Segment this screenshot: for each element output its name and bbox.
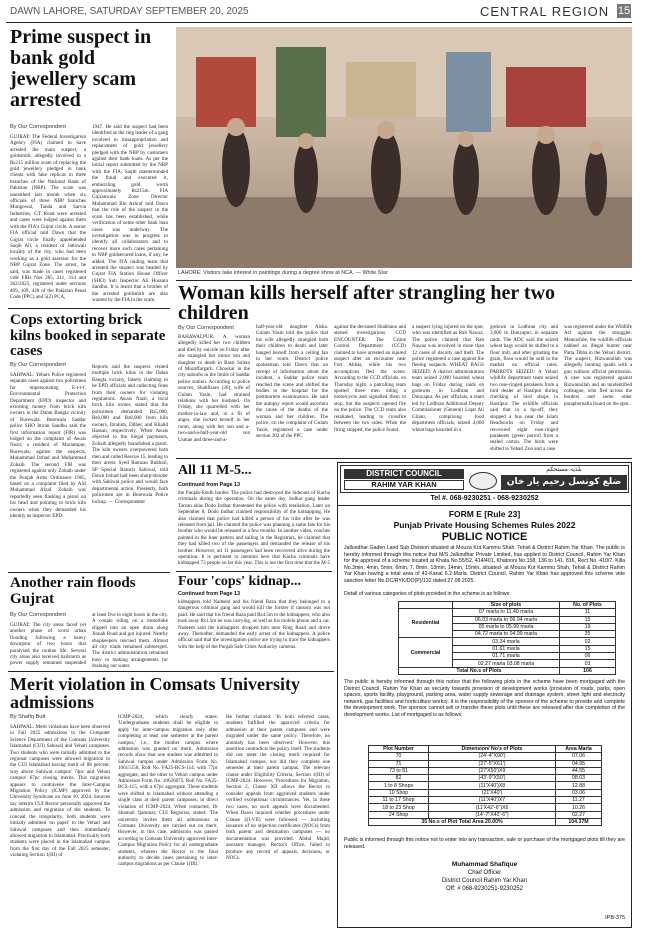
divider <box>176 280 632 281</box>
table-cell: 06.03 marla to 06.94 marla <box>453 616 560 623</box>
notice-title: PUBLIC NOTICE <box>441 531 528 543</box>
table2-total-value: 104.37M <box>556 818 602 825</box>
story6-headline: Four 'cops' kidnap... <box>178 574 302 589</box>
notice-signatory: Muhammad Shafique <box>451 861 518 868</box>
table-cell: 07.06 <box>556 753 602 760</box>
notice-office-phone: Off: # 068-9230251-9230252 <box>446 886 523 892</box>
table-cell: 05 marla to 05.99 marla <box>453 623 560 630</box>
table-cell: (43'-9"X50') <box>429 775 556 782</box>
public-notice-ad <box>337 462 632 928</box>
table-cell: 01.71 marla <box>453 653 560 660</box>
table2-header: Dimension/ No's of Plots <box>429 746 556 753</box>
table-cell: 70 <box>369 753 429 760</box>
notice-office: District Council Rahim Yar Khan <box>441 878 528 884</box>
table-cell: 02 <box>560 638 616 645</box>
story4-col2: half-year-old daughter Aisha. Gulam Yasin told the police that his wife allegedly strangled both their children to death and later hanged herself from a ceiling fan in her room. District police spokesman told Dawn that on receipt of information about the incident, a Saddar police team reached the scene and shifted the bodies to the hospital for the postmortem examination. He said the autopsy report would ascertain the cause of the deaths of the woman and her children. The police, on the complaint of Gulam Yasin, registered a case under section 302 of the PPC <box>256 324 328 439</box>
table-cell: 04.72 marla to 04.99 marla <box>453 631 560 638</box>
notice-para2: The public is hereby informed through this notice that the following plots in the scheme have been mortgaged with the District Council, Rahim Yar Khan as security towards provision of development works (provision of roads, parks, open spaces, sports facility, playground, parking area, water supply sewerage and drainage system, street light and electricity network, gas facilities and horticulture works). It is the responsibility of the sponsor of the scheme to provide and complete the development work. The sponsor cannot sell or transfer these plots until these are released after due completion of the development works. List of mortgaged is as follows: <box>344 679 625 718</box>
page-number: 15 <box>617 5 631 17</box>
story1-byline: By Our Correspondent <box>10 124 66 130</box>
section-title: CENTRAL REGION <box>480 4 610 19</box>
story7-col2: ICMP-2024, which clearly states: 'Undergraduate students shall be eligible to apply for inter-campus migration only after completing at least one semester at the parent campus,' i.e., the mother campus where admission was granted on merit. Admission records show that one student was admitted to Sahiwal campus under Admission Form No. 10615158, Roll No. FA25-BCS-114, with 77pc aggregate, and the other to Vehari campus under Admission Form No. 10626675, Roll No. FA25-BCS-115, with a 67pc aggregate. These students were shifted to Islamabad without attending a single class at their parent campuses, in direct violation of ICMP-2024. When contacted, Dr Shamail Qammar, CUI Registrar, stated: 'The university invites them all admissions at Comsats University are carried out on merit. However, in this case, admission was passed according to Comsats University approved Inter-Campus Migration Policy for all undergraduate students, wherein the Rector is the final authority to decide cases pertaining to inter-campus migrations as per Clause 1(III).' <box>118 714 218 868</box>
table1-header <box>399 602 453 609</box>
table-cell: 11 to 17 Shop <box>369 797 429 804</box>
story4-headline: Woman kills herself after strangling her two children <box>178 282 556 324</box>
table-cell: 19 <box>560 623 616 630</box>
story5-continued: Continued from Page 13 <box>178 482 241 488</box>
gallery-photo <box>176 27 632 268</box>
notice-form: FORM E [Rule 23] <box>448 509 521 519</box>
story5-headline: All 11 M-5... <box>178 463 252 478</box>
story4-col5: godown in Lodhran city and 3,000 in Dunyapur, in separate raids. The ADC said the seized wheat bags would be shifted to a flour mill, and after grinding the grain, flour would be sold in the market on official rates. PARROTS SEIZED: A Yebari wildlife department team seized two rose-ringed parakeets from a bird dealer at Hasilpur during checking of bird shops in Hasilpur. The wildlife officials said that in a tip-off, they stopped a bus near the Islam Headworks on Friday and recovered eight rose-ringed parakeets (green parrot) from a sealed carton. The birds were shifted to Yebari Zoo and a case <box>490 324 558 452</box>
story2-headline: Cops extorting brick kilns booked in separate cases <box>10 312 166 359</box>
urdu-top: بلدیہ مستحکم <box>546 466 582 473</box>
story7-col3: He further claimed: 'In both referred cases, students fulfilled the approved criteria for admission at their parent campuses and were migrated under the same policy. Therefore, no anomaly has been observed.' However, this assertion contradicts the policy itself. The students did not meet the closing merit required for Islamabad campus, nor did they complete one semester at their parent campus. The relevant clause under Eligibility Criteria, Section 1(III) of ICMP-2024. However, 'Procedures for Migration, Section 2, Clause XII allows the Rector to consider appeals from aggrieved students under verified exceptional circumstances. Yet, in these two cases, no such appeals were documented. When Dawn inquired whether procedures under Clause 2(I-VII) were followed — including issuance of no objection certificates (NOCs) from both parent and destination campuses — no documentation was provided. Abdul Majid, assistant manager, Rector's Office, failed to produce any record of appeals, decisions, or NOCs. <box>226 714 330 861</box>
table-cell: 03.24 marla <box>453 638 560 645</box>
story1-col2: 1947. He said the suspect had been identified as the ring leader of a gang involved in misappropriation and replacement of gold jewellery pledged with the NBP by customers against their bank loans. As per the initial report submitted by the NBP with the FIA, Saqib masterminded the fraud and executed it, embezzling gold worth approximately Rs215m. FIA Gujranwala Zone Director Muhammad Bin Ashraf told Dawn that the role of the suspect in the scam has been established, while verification of some other bank loan cases was underway. The investigation was in progress to identify all collaborators and to recover more such cases pertaining to NBP goldsecured loans, if any, he added. The FIA raiding team that arrested the suspect was headed by Gujrat FIA Station House Officer (SHO) Sub Inspector Ali Hussain Sandhu. It is learnt that a brother of the arrested goldsmith are also wanted by the FIA in the scam. <box>92 124 168 303</box>
story4-col4: a suspect lying injured on the spot, who was identified as Rab Nawaz. The police claimed that Rab Nawaz was involved in more than 12 cases of dacoity and theft. The police registered a case against the fleeing suspects. WHEAT BAGS SEIZED: A district administration team seized 2,000 hoarded wheat bags on Friday during raids on godowns in Lodhran and Dunyapur. As per officials, a team led by Lodhran Additional Deputy Commissioner (General) Liqat Ali Gilani, comprising food department officials, seized 4,000 wheat bags hoarded in a <box>412 324 484 433</box>
table-cell: 82 <box>369 775 429 782</box>
table-cell: 15 <box>560 616 616 623</box>
table-cell: 11 <box>560 609 616 616</box>
story7-byline: By Shafiq Butt <box>10 714 46 720</box>
emblem-icon <box>469 472 497 490</box>
table-cell: 02.27 <box>556 811 602 818</box>
notice-designation: Chief Officer <box>467 870 502 876</box>
story3-col1: GUJRAT: The city areas faced yet another phase of worst urban flooding following a heavy downpour of two hours that paralysed the routine life. Several city areas also received hailstorm as power supply remained suspended <box>10 622 86 666</box>
story3-col2: at least five to eight hours in the city. A couple riding on a motorbike slipped into an open drain along Jinnah Road and got injured. Nearby shopkeepers rescued them. Almost all city roads remained submerged. The district administration remained busy in making arrangements for draining out water. <box>92 612 168 668</box>
story4-col6: was registered under the Wildlife Act against the smuggler. Meanwhile, the wildlife officials nabbed an illegal hunter near Patta Tibba in the Yebari district. The suspect, Rizwanullah was allegedly hunting quails with a gun without official permission. A case was registered against Rizwanullah and an unidentified colleague, who fled across the borders and some other paraphernalia found on the spot. <box>564 324 632 407</box>
story2-col2: Reports said the suspects visited multiple brick kilns in the Dalan Bangla vicinity, falsely claiming to be EPD officials and collecting fines from their owners for violating regulations. Awais Nazir, a local brick kiln owner, stated that the policemen demanded Rs5,000, Rs6,000 and Rs8,000 from kiln owners, Ibrahim, Dilber, and Khalid Hassan, respectively. When Awais objected to the illegal payments, Zohaib allegedly brandished a pistol. The kiln owners overpowered both men and called Rescue 15, leading to their arrest. Syed Ramzan Bukhari, SP Special Branch Sahiwal, told Dawn Irshad had been sharp-shooter with Sahiwal police and would face departmental action. Presently, both policemen are in Burewala Police lockup. — Correspondent <box>92 364 168 505</box>
table-cell: 08.03 <box>556 775 602 782</box>
table-cell: 01.61 marla <box>453 645 560 652</box>
story6-continued: Continued from Page 13 <box>178 591 241 597</box>
story7-col1: SAHIWAL: Merit violations have been observed in Fall 2025 admissions to the Computer Science Department of the Comsats University Islamabad (CUI) Sahiwal and Vehari campuses. Two students who were initially admitted to the regional campuses were allowed migration to the CUI Islamabad having merit of 88 percent, way above Sahiwal campus' 74pc and Vehari campus' 67pc closing merits. This migration appears to contravene the Inter-Campus Migration Policy (ICMP) approved by the University Syndicate on June 10, 2024. Sources say interim CUI Rector personally approved the admission and migration of the students. To conceal the irregularity, both students were initially admitted 'on paper' to the Vehari and Sahiwal campuses and then immediately allowed migration to Islamabad. Practically both students were placed in the Islamabad campus from the first day of the Fall 2025 semester, violating Section 1(III) of <box>10 724 110 859</box>
table1-header: No. of Plots <box>560 602 616 609</box>
notice-ipr: IPB-375 <box>605 915 625 921</box>
mortgaged-plots-table <box>368 745 602 826</box>
table2-header: Plot Number <box>369 746 429 753</box>
table-cell: 18 to 23 Shop <box>369 804 429 811</box>
plots-table <box>398 601 616 675</box>
story1-headline: Prime suspect in bank gold jewellery scam arrested <box>10 26 152 111</box>
table-cell: 44.55 <box>556 767 602 774</box>
notice-banner <box>340 465 629 493</box>
table-cell: 24 Shop <box>369 811 429 818</box>
table1-total-value: 106 <box>560 667 616 674</box>
table-cell: 73 to 81 <box>369 767 429 774</box>
divider <box>176 571 332 572</box>
divider <box>8 572 170 573</box>
dateline: DAWN LAHORE, SATURDAY SEPTEMBER 20, 2025 <box>10 6 249 17</box>
divider <box>8 671 334 672</box>
divider <box>8 308 170 309</box>
table-cell: (27'X50')X9 <box>429 767 556 774</box>
story3-headline: Another rain floods Gujrat <box>10 575 136 607</box>
notice-para1: Jallundhar Gaden Land Sub Division situated at Mouza Kot Kammu Shah. Tehsil & District Rahim Yar Khan. The public is hereby informed through this notice that M/S Jallundhar Private Limited, has applied to District Council, Rahim Yar Khan for the approval of a scheme located at Khata No.55/52, 414/401, Khatooni No.158, 136 to 141, 816, Rect No. 410/7, Killa No.3min, 4min, 5min, 6min, 7, 8min, 13min, 14min, 15min, situated- at Mouza Kot Kammu Shah, Tehsil & District Rahim Yar Khan having a total area of 42-Kanal 6.2-Marla. District Council, Rahim Yar Khan has approved this scheme vide sanction letter No.DC/RYK/DO(P)/132 dated 27.08.2025. <box>344 545 625 584</box>
table-cell: (24'-4"X90') <box>429 753 556 760</box>
story2-byline: By Our Correspondent <box>10 362 66 368</box>
table-cell: 35 <box>560 631 616 638</box>
table-cell: 1 to 8 Shops <box>369 782 429 789</box>
table-cell: 71 <box>369 760 429 767</box>
notice-phone: Tel #. 068-9230251 - 068-9230252 <box>430 495 539 502</box>
table-cell: (11'X42'-6")X6 <box>429 804 556 811</box>
table2-header: Area Marla <box>556 746 602 753</box>
notice-para1-sub: Detail of various categories of plots provided in the scheme is as follows: <box>344 591 511 597</box>
category-residential: Residential <box>399 609 453 638</box>
divider <box>338 505 631 506</box>
story5-body: the Punjab-Sindh border. The police had destroyed the hideouts of Kacha criminals during the operation. On the same day, Indhar gang leader Tarzan alias Dodo Indhar threatened the police with retaliation. Later on September 8, Dodo Indhar claimed responsibility of the kidnapping. He also claimed that police had killed a person of his tribe after he was released from jail. He claimed the police was planning a same fate for his brother who would be released in a few months. In another video, coaches painted in the liner pattern and sailing in the Registrars, he claimed that they had killed two of the passengers and demanded the release of his brother. However, all 11 passengers had been recovered alive during the operation. It is pertinent to mention here that Kacha criminals have kidnapped 73 people so far this year. This is not the first time that the M-5 <box>178 490 330 567</box>
table-cell: 10 Shop <box>369 789 429 796</box>
gallery-scene-illustration <box>176 27 632 268</box>
category-commercial: Commercial <box>399 638 453 667</box>
story6-body: kidnappers told Nadeem and his friend Raza that they belonged to a dangerous criminal gang and would kill the former if ransom was not paid. He said that his friend Raza paid Rs4.5m to the kidnappers, who also took away Rs1.5m he was carrying, as well as his mobile phone and a car. Nadeem said the kidnappers dropped him near Ring Road and drove away. Thereafter, demanded the early arrest of the kidnappers. A police official said that the investigation police are trying to trace the kidnappers with the help of the Punjab Safe Cities Authority cameras. <box>178 599 330 650</box>
table1-header: Size of plots <box>453 602 560 609</box>
notice-para3: Public is informed through this notice not to enter into any transaction, sale or purchase of the mortgaged plots till they are released. <box>344 837 625 850</box>
table-cell: (11'X40')X8 <box>429 782 556 789</box>
story7-headline: Merit violation in Comsats University admissions <box>10 674 300 712</box>
table-cell: (14'-7"X42'-6") <box>429 811 556 818</box>
story1-col1: GUJRAT: The Federal Investigation Agency (FIA) claimed to have arrested the main suspect, a goldsmith, allegedly involved in a Rs215 million scam of replacing the gold jewellery pledged in bank clients with fake replicas in three branches of the National Bank of Pakistan (NBP). The scam was unearthed last month when six officials of three NBP branches Mungowal, Tanda and Sarvia Industries, GT Road were arrested and cases were lodged against them with the FIA's Gujrat circle. A senior FIA official told Dawn that the Gujrat circle finally apprehended Saqib Ali, a resident of Jattowali locality of the city, who had been working as a gold assessor for the NBP Gujrat Zone. The arrest, he said, was made in cases registered vide FIRs Nos 285, 311, 314 and 382/2025, registered under sections 409, 109, 420 of the Pakistan Penal Code (PPC) and 5(2) PCA, <box>10 134 86 301</box>
table-cell: 03 <box>560 660 616 667</box>
table-cell: 15 <box>560 645 616 652</box>
story4-col3: against the deceased Shahbano and started investigations. CCD ENCOUNTER: The Crime Control Department (CCD) claimed to have arrested an injured suspect after an encounter near Fort Abbas, while his two accomplices fled the scene. According to the CCD officials, on Thursday night, a patrolling team spotted three men riding a motorcycle and signalled them to stop, but the suspects opened fire on the police. The CCD team also retaliated, leading to crossfire between the two sides. When the firing stopped, the police found <box>334 324 406 433</box>
table-cell: 10.26 <box>556 804 602 811</box>
table-cell: 06 <box>560 653 616 660</box>
notice-scheme: Punjab Private Housing Schemes Rules 2022 <box>393 520 576 530</box>
table-cell: 07 marla to 11.40 marla <box>453 609 560 616</box>
table1-total-label: Total No.s of Plots <box>399 667 560 674</box>
story2-col1: SAHIWAL: Yebars Police registered separate cases against two policemen for impersonating E-t-t-f. Environmental Protection Department (EPD) inspector and extorting money from brick kiln owners in the Dalan Bangla vicinity of Burewala. Burewala Saddar police SHO Imran Sandhu said the first information report (FIR) was lodged on the complaint of Awais Nazir, a resident of Mariampur, Burewala, against the suspects, Muhammad Irshad and Muhammad Zohaib. The second FIR was registered against only Zohaib under the Punjab Arms Ordinance 1965, based on a complaint filed by ASI Muhammad Afzal. Zohaib was reportedly seen flashing a pistol on his head and pointing to brick kiln owners when they demanded his identity as inspector EPD. <box>10 372 86 519</box>
table-cell: (21'X40') <box>429 789 556 796</box>
table2-total-label: 35 No.s of Plot Total Area 20.00% <box>369 818 556 825</box>
logo-subtitle: RAHIM YAR KHAN <box>344 480 464 490</box>
table-cell: 02.27 marla 03.08 marla <box>453 660 560 667</box>
divider <box>176 458 632 459</box>
story3-byline: By Our Correspondent <box>10 612 66 618</box>
table-cell: 11.27 <box>556 797 602 804</box>
table-cell: (27'-5"X61') <box>429 760 556 767</box>
table-cell: 03.06 <box>556 789 602 796</box>
table-cell: 12.88 <box>556 782 602 789</box>
table-cell: (11'X40')X7 <box>429 797 556 804</box>
photo-caption: LAHORE: Visitors take interest in paintings during a degree show at NCA. — White Star <box>178 270 388 276</box>
story4-col1: BAHAWALPUR: A woman allegedly killed her two children and died by suicide on Friday after she strangled her minor son and daughter to death in Basti Sultan of Muzaffargarh. Chowkar in the city suburbs in the limits of Saddar police station. According to police sources, Shahfisaro (26), wife of Gulam Yasin, had strained relations with her husband. On Friday, she quarrelled with her mother-in-law and, in a fit of anger, she locked herself in her room, along with her son and a-two-and-a-half-year-old son Usman and three-and-a- <box>178 334 250 443</box>
urdu-name: ضلع کونسل رحیم یار خان <box>501 475 627 490</box>
logo-title: DISTRICT COUNCIL <box>344 469 464 479</box>
header-rule <box>6 22 632 23</box>
table-cell: 04.95 <box>556 760 602 767</box>
story4-byline: By Our Correspondent <box>178 325 234 331</box>
